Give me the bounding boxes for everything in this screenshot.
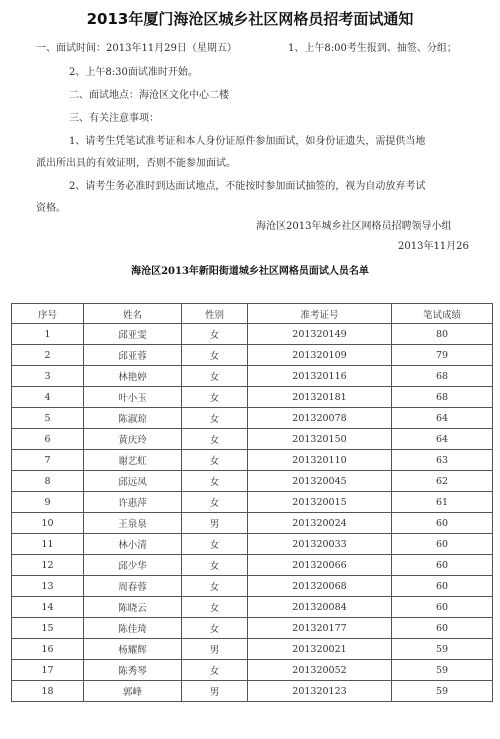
notice-date: 2013年11月26 xyxy=(398,241,469,252)
row-gender: 女 xyxy=(182,324,248,345)
row-gender: 女 xyxy=(182,345,248,366)
row-exam-id: 201320110 xyxy=(248,450,392,471)
row-seq: 14 xyxy=(12,597,84,618)
row-score: 80 xyxy=(392,324,493,345)
row-seq: 17 xyxy=(12,660,84,681)
row-name: 邱少华 xyxy=(84,555,182,576)
row-gender: 男 xyxy=(182,639,248,660)
row-gender: 女 xyxy=(182,450,248,471)
row-seq: 1 xyxy=(12,324,84,345)
row-score: 59 xyxy=(392,660,493,681)
row-exam-id: 201320078 xyxy=(248,408,392,429)
row-gender: 男 xyxy=(182,513,248,534)
row-score: 59 xyxy=(392,681,493,702)
row-seq: 4 xyxy=(12,387,84,408)
notice-item1-line2: 派出所出具的有效证明，否则不能参加面试。 xyxy=(36,158,236,169)
row-seq: 9 xyxy=(12,492,84,513)
table-row xyxy=(12,639,493,660)
row-name: 林艳婷 xyxy=(84,366,182,387)
row-exam-id: 201320024 xyxy=(248,513,392,534)
row-seq: 13 xyxy=(12,576,84,597)
table-row xyxy=(12,408,493,429)
row-gender: 女 xyxy=(182,492,248,513)
row-name: 叶小玉 xyxy=(84,387,182,408)
row-name: 许惠萍 xyxy=(84,492,182,513)
table-row xyxy=(12,450,493,471)
row-name: 陈佳琦 xyxy=(84,618,182,639)
row-exam-id: 201320045 xyxy=(248,471,392,492)
row-exam-id: 201320149 xyxy=(248,324,392,345)
candidate-table xyxy=(11,303,493,702)
header-gender: 性别 xyxy=(182,304,248,324)
table-row xyxy=(12,534,493,555)
row-seq: 3 xyxy=(12,366,84,387)
row-score: 60 xyxy=(392,513,493,534)
notice-report-line: 1、上午8:00考生报到、抽签、分组； xyxy=(288,43,457,54)
table-header-row xyxy=(12,304,493,324)
row-name: 杨耀辉 xyxy=(84,639,182,660)
row-seq: 8 xyxy=(12,471,84,492)
table-row xyxy=(12,387,493,408)
row-name: 陈秀琴 xyxy=(84,660,182,681)
row-name: 王泉泉 xyxy=(84,513,182,534)
row-exam-id: 201320181 xyxy=(248,387,392,408)
table-row xyxy=(12,513,493,534)
table-row xyxy=(12,324,493,345)
row-seq: 6 xyxy=(12,429,84,450)
row-gender: 女 xyxy=(182,597,248,618)
row-seq: 12 xyxy=(12,555,84,576)
row-score: 62 xyxy=(392,471,493,492)
table-row xyxy=(12,555,493,576)
row-exam-id: 201320150 xyxy=(248,429,392,450)
row-score: 60 xyxy=(392,597,493,618)
row-score: 79 xyxy=(392,345,493,366)
row-seq: 10 xyxy=(12,513,84,534)
notice-time-line: 一、面试时间：2013年11月29日（星期五） xyxy=(36,43,237,54)
row-name: 郭峰 xyxy=(84,681,182,702)
row-score: 60 xyxy=(392,576,493,597)
notice-signature: 海沧区2013年城乡社区网格员招聘领导小组 xyxy=(256,221,452,232)
row-exam-id: 201320052 xyxy=(248,660,392,681)
notice-start-line: 2、上午8:30面试准时开始。 xyxy=(69,67,198,78)
row-exam-id: 201320084 xyxy=(248,597,392,618)
table-row xyxy=(12,345,493,366)
row-name: 周春蓉 xyxy=(84,576,182,597)
table-row xyxy=(12,597,493,618)
row-score: 63 xyxy=(392,450,493,471)
table-row xyxy=(12,576,493,597)
row-seq: 18 xyxy=(12,681,84,702)
row-gender: 女 xyxy=(182,576,248,597)
notice-item2-line2: 资格。 xyxy=(36,203,66,214)
row-seq: 11 xyxy=(12,534,84,555)
notice-matters-heading: 三、有关注意事项： xyxy=(69,113,159,124)
row-seq: 2 xyxy=(12,345,84,366)
row-name: 陈晓云 xyxy=(84,597,182,618)
table-body xyxy=(12,324,493,702)
notice-item1-line1: 1、请考生凭笔试准考证和本人身份证原件参加面试，如身份证遗失，需提供当地 xyxy=(69,136,426,147)
row-score: 59 xyxy=(392,639,493,660)
row-exam-id: 201320109 xyxy=(248,345,392,366)
table-row xyxy=(12,660,493,681)
row-score: 68 xyxy=(392,366,493,387)
row-score: 68 xyxy=(392,387,493,408)
row-score: 64 xyxy=(392,408,493,429)
header-exam-id: 准考证号 xyxy=(248,304,392,324)
row-exam-id: 201320068 xyxy=(248,576,392,597)
row-score: 60 xyxy=(392,534,493,555)
row-name: 邱亚蓉 xyxy=(84,345,182,366)
row-gender: 女 xyxy=(182,387,248,408)
row-exam-id: 201320021 xyxy=(248,639,392,660)
row-seq: 15 xyxy=(12,618,84,639)
row-name: 邱亚雯 xyxy=(84,324,182,345)
row-seq: 7 xyxy=(12,450,84,471)
row-name: 邱远凤 xyxy=(84,471,182,492)
row-name: 谢艺虹 xyxy=(84,450,182,471)
row-gender: 女 xyxy=(182,408,248,429)
row-gender: 男 xyxy=(182,681,248,702)
header-score: 笔试成绩 xyxy=(392,304,493,324)
row-exam-id: 201320066 xyxy=(248,555,392,576)
row-exam-id: 201320015 xyxy=(248,492,392,513)
row-seq: 16 xyxy=(12,639,84,660)
row-gender: 女 xyxy=(182,471,248,492)
notice-location-line: 二、面试地点：海沧区文化中心二楼 xyxy=(69,90,229,101)
row-exam-id: 201320033 xyxy=(248,534,392,555)
row-gender: 女 xyxy=(182,618,248,639)
row-gender: 女 xyxy=(182,429,248,450)
table-row xyxy=(12,366,493,387)
row-seq: 5 xyxy=(12,408,84,429)
table-row xyxy=(12,429,493,450)
table-row xyxy=(12,618,493,639)
header-name: 姓名 xyxy=(84,304,182,324)
table-row xyxy=(12,681,493,702)
header-seq: 序号 xyxy=(12,304,84,324)
row-score: 61 xyxy=(392,492,493,513)
table-title: 海沧区2013年新阳街道城乡社区网格员面试人员名单 xyxy=(131,266,369,277)
row-exam-id: 201320177 xyxy=(248,618,392,639)
row-exam-id: 201320123 xyxy=(248,681,392,702)
row-gender: 女 xyxy=(182,534,248,555)
row-gender: 女 xyxy=(182,660,248,681)
table-row xyxy=(12,471,493,492)
notice-title: 2013年厦门海沧区城乡社区网格员招考面试通知 xyxy=(86,10,414,28)
row-name: 黄庆玲 xyxy=(84,429,182,450)
row-name: 林小清 xyxy=(84,534,182,555)
row-score: 60 xyxy=(392,618,493,639)
row-name: 陈淑琼 xyxy=(84,408,182,429)
row-score: 60 xyxy=(392,555,493,576)
notice-item2-line1: 2、请考生务必准时到达面试地点，不能按时参加面试抽签的，视为自动放弃考试 xyxy=(69,181,426,192)
row-gender: 女 xyxy=(182,555,248,576)
row-gender: 女 xyxy=(182,366,248,387)
row-exam-id: 201320116 xyxy=(248,366,392,387)
table-row xyxy=(12,492,493,513)
row-score: 64 xyxy=(392,429,493,450)
